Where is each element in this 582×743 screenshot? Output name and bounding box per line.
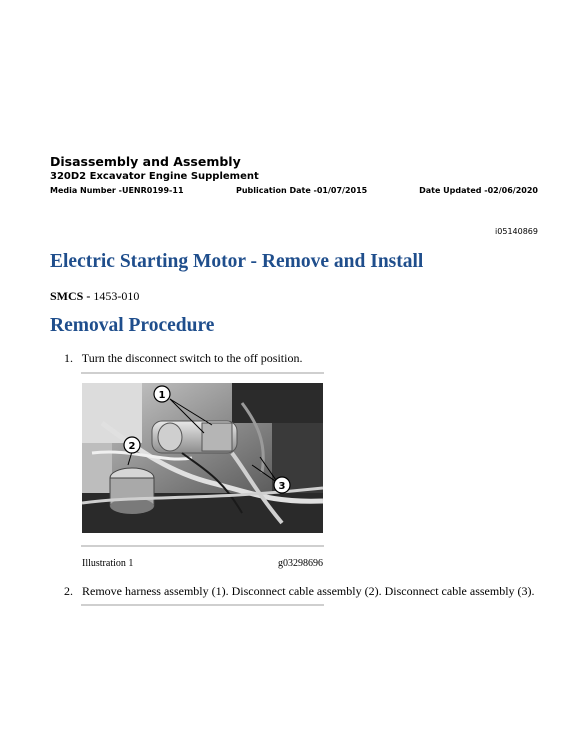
step-text: Turn the disconnect switch to the off position. (81, 351, 303, 365)
illustration-top-rule (81, 372, 324, 374)
page-title: Electric Starting Motor - Remove and Install (50, 251, 424, 272)
publication-date: Publication Date -01/07/2015 (236, 186, 368, 195)
next-illustration-rule (81, 604, 324, 606)
callout-2 (124, 437, 140, 453)
callout-label: 1 (158, 390, 166, 401)
callout-3 (274, 477, 290, 493)
illustration-label: Illustration 1 (82, 558, 134, 569)
manual-title: Disassembly and Assembly (50, 154, 241, 169)
document-id: i05140869 (495, 227, 538, 236)
illustration-bottom-rule (81, 545, 324, 547)
step-number: 2. (64, 584, 73, 598)
smcs-code: 1453-010 (93, 289, 140, 303)
step-2 (64, 584, 535, 599)
manual-subtitle: 320D2 Excavator Engine Supplement (50, 171, 259, 182)
smcs-line (50, 289, 139, 304)
media-number: Media Number -UENR0199-11 (50, 186, 184, 195)
callout-label: 3 (278, 481, 286, 492)
callout-1 (154, 386, 170, 402)
step-number: 1. (64, 351, 73, 365)
smcs-label: SMCS - (50, 289, 91, 303)
section-title: Removal Procedure (50, 315, 215, 336)
callout-label: 2 (128, 441, 136, 452)
date-updated: Date Updated -02/06/2020 (419, 186, 538, 195)
illustration-image (82, 383, 323, 533)
graphic-id: g03298696 (278, 558, 323, 569)
step-1 (64, 351, 302, 366)
step-text: Remove harness assembly (1). Disconnect cable assembly (2). Disconnect cable assembly (3). (82, 584, 535, 598)
